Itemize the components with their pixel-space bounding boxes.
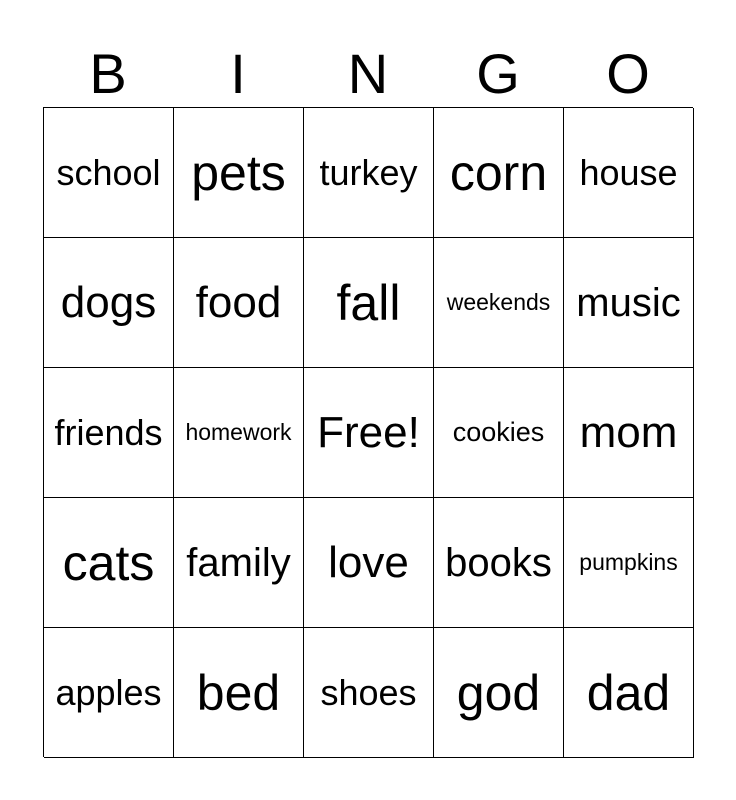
bingo-cell-r5-c3[interactable]: shoes [304,628,434,758]
bingo-cell-r1-c4[interactable]: corn [434,108,564,238]
bingo-cell-r1-c2[interactable]: pets [174,108,304,238]
bingo-cell-r2-c1[interactable]: dogs [44,238,174,368]
bingo-cell-r4-c2[interactable]: family [174,498,304,628]
bingo-cell-r1-c1[interactable]: school [44,108,174,238]
bingo-cell-r4-c1[interactable]: cats [44,498,174,628]
bingo-cell-r2-c4[interactable]: weekends [434,238,564,368]
bingo-cell-r4-c5[interactable]: pumpkins [564,498,694,628]
bingo-board [43,107,693,757]
header-letter-n: N [347,42,389,105]
bingo-cell-r5-c5[interactable]: dad [564,628,694,758]
bingo-cell-r1-c3[interactable]: turkey [304,108,434,238]
header-letter-i: I [230,42,246,105]
bingo-cell-r5-c4[interactable]: god [434,628,564,758]
bingo-cell-r4-c3[interactable]: love [304,498,434,628]
bingo-header [43,40,693,108]
bingo-cell-r3-c4[interactable]: cookies [434,368,564,498]
bingo-cell-r5-c2[interactable]: bed [174,628,304,758]
header-letter-o: O [606,42,650,105]
bingo-cell-r1-c5[interactable]: house [564,108,694,238]
bingo-cell-r2-c3[interactable]: fall [304,238,434,368]
bingo-cell-r4-c4[interactable]: books [434,498,564,628]
bingo-cell-r3-c1[interactable]: friends [44,368,174,498]
bingo-cell-r3-c5[interactable]: mom [564,368,694,498]
header-letter-b: B [89,42,127,105]
bingo-cell-r3-c3[interactable]: Free! [304,368,434,498]
header-letter-g: G [476,42,520,105]
bingo-cell-r5-c1[interactable]: apples [44,628,174,758]
bingo-cell-r3-c2[interactable]: homework [174,368,304,498]
bingo-cell-r2-c5[interactable]: music [564,238,694,368]
bingo-cell-r2-c2[interactable]: food [174,238,304,368]
